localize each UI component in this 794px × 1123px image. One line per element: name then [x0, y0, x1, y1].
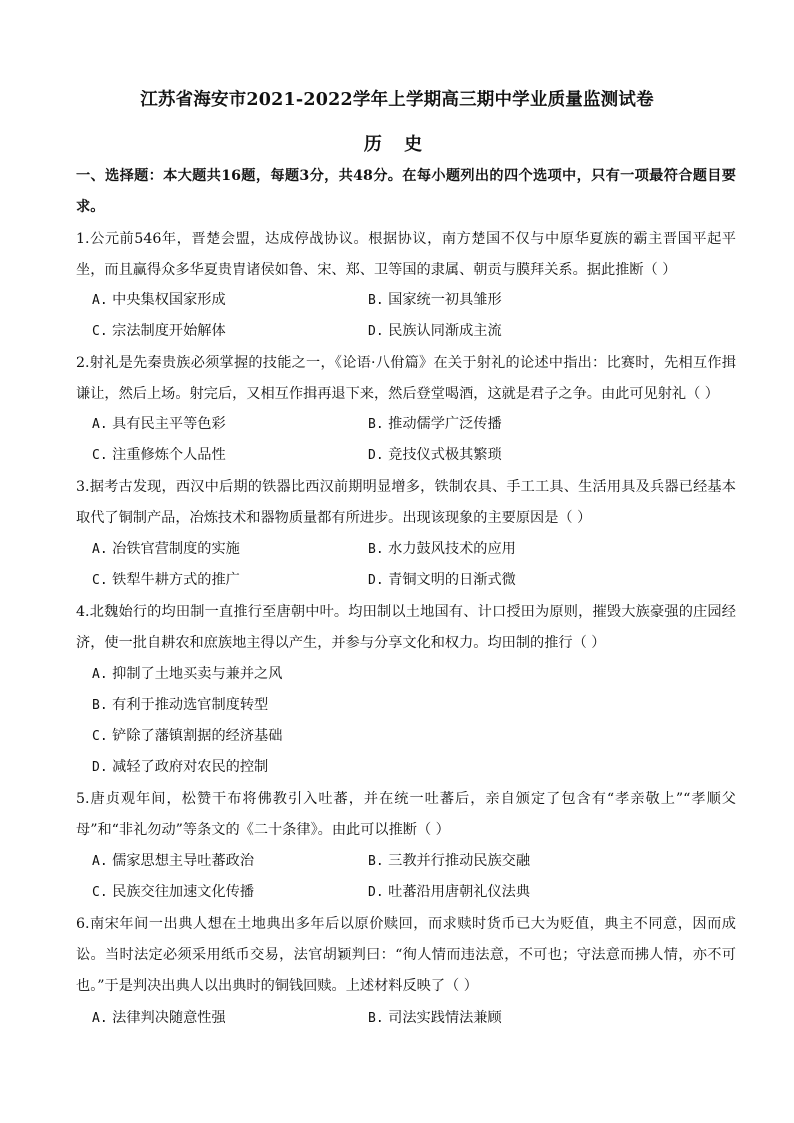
- question-number: 4.: [76, 604, 90, 620]
- question-number: 2.: [76, 355, 90, 371]
- question-1-stem: [76, 224, 736, 286]
- q6-option-a: A. 法律判决随意性强: [92, 1010, 226, 1026]
- q5-option-d: D. 吐蕃沿用唐朝礼仪法典: [368, 884, 531, 900]
- q2-option-c: C. 注重修炼个人品性: [92, 447, 226, 463]
- q5-option-b: B. 三教并行推动民族交融: [368, 853, 531, 869]
- q4-option-c: C. 铲除了藩镇割据的经济基础: [92, 728, 283, 744]
- question-number: 6.: [76, 916, 90, 932]
- question-number: 3.: [76, 479, 90, 495]
- question-text: 公元前546年，晋楚会盟，达成停战协议。根据协议，南方楚国不仅与中原华夏族的霸主晋国平起平坐，而且赢得众多华夏贵胄诸侯如鲁、宋、郑、卫等国的隶属、朝贡与膜拜关系。据此推断（ ）: [76, 231, 736, 279]
- q3-option-b: B. 水力鼓风技术的应用: [368, 541, 516, 557]
- q3-option-a: A. 冶铁官营制度的实施: [92, 541, 240, 557]
- question-4-stem: [76, 597, 736, 659]
- question-5-stem: [76, 784, 736, 846]
- q2-option-d: D. 竞技仪式极其繁琐: [368, 447, 502, 463]
- q1-option-a: A. 中央集权国家形成: [92, 292, 226, 308]
- q4-option-a: A. 抑制了土地买卖与兼并之风: [92, 666, 283, 682]
- question-text: 据考古发现，西汉中后期的铁器比西汉前期明显增多，铁制农具、手工工具、生活用具及兵器已经基本取代了铜制产品，冶炼技术和器物质量都有所进步。出现该现象的主要原因是（ ）: [76, 479, 736, 527]
- question-3-stem: [76, 472, 736, 534]
- q1-option-c: C. 宗法制度开始解体: [92, 323, 226, 339]
- question-number: 5.: [76, 791, 90, 807]
- subject-heading: 历 史: [363, 134, 431, 155]
- q1-option-d: D. 民族认同渐成主流: [368, 323, 502, 339]
- q3-option-d: D. 青铜文明的日渐式微: [368, 572, 516, 588]
- question-text: 北魏始行的均田制一直推行至唐朝中叶。均田制以土地国有、计口授田为原则，摧毁大族豪强的庄园经济，使一批自耕农和庶族地主得以产生，并参与分享文化和权力。均田制的推行（ ）: [76, 604, 736, 652]
- q5-option-a: A. 儒家思想主导吐蕃政治: [92, 853, 255, 869]
- q4-option-d: D. 减轻了政府对农民的控制: [92, 759, 269, 775]
- exam-title: 江苏省海安市2021-2022学年上学期高三期中学业质量监测试卷: [140, 90, 654, 110]
- q1-option-b: B. 国家统一初具雏形: [368, 292, 502, 308]
- q2-option-a: A. 具有民主平等色彩: [92, 416, 226, 432]
- question-text: 南宋年间一出典人想在土地典出多年后以原价赎回，而求赎时货币已大为贬值，典主不同意，因而成讼。当时法定必须采用纸币交易，法官胡颖判曰：“徇人情而违法意，不可也；守法意而拂人情，亦不可也。”于是判决出典人以出典时的铜钱回赎。上述材料反映了（ ）: [76, 916, 736, 995]
- question-text: 射礼是先秦贵族必须掌握的技能之一，《论语·八佾篇》在关于射礼的论述中指出：比赛时，先相互作揖谦让，然后上场。射完后，又相互作揖再退下来，然后登堂喝酒，这就是君子之争。由此可见射礼（ ）: [76, 355, 736, 403]
- q3-option-c: C. 铁犁牛耕方式的推广: [92, 572, 240, 588]
- question-6-stem: [76, 909, 736, 1003]
- q5-option-c: C. 民族交往加速文化传播: [92, 884, 255, 900]
- question-2-stem: [76, 348, 736, 410]
- question-number: 1.: [76, 231, 90, 247]
- question-text: 唐贞观年间，松赞干布将佛教引入吐蕃，并在统一吐蕃后，亲自颁定了包含有“孝亲敬上”“孝顺父母”和“非礼勿动”等条文的《二十条律》。由此可以推断（ ）: [76, 791, 736, 839]
- section-instructions: 一、选择题：本大题共16题，每题3分，共48分。在每小题列出的四个选项中，只有一项最符合题目要求。: [76, 168, 736, 215]
- q2-option-b: B. 推动儒学广泛传播: [368, 416, 502, 432]
- q4-option-b: B. 有利于推动选官制度转型: [92, 697, 269, 713]
- q6-option-b: B. 司法实践情法兼顾: [368, 1010, 502, 1026]
